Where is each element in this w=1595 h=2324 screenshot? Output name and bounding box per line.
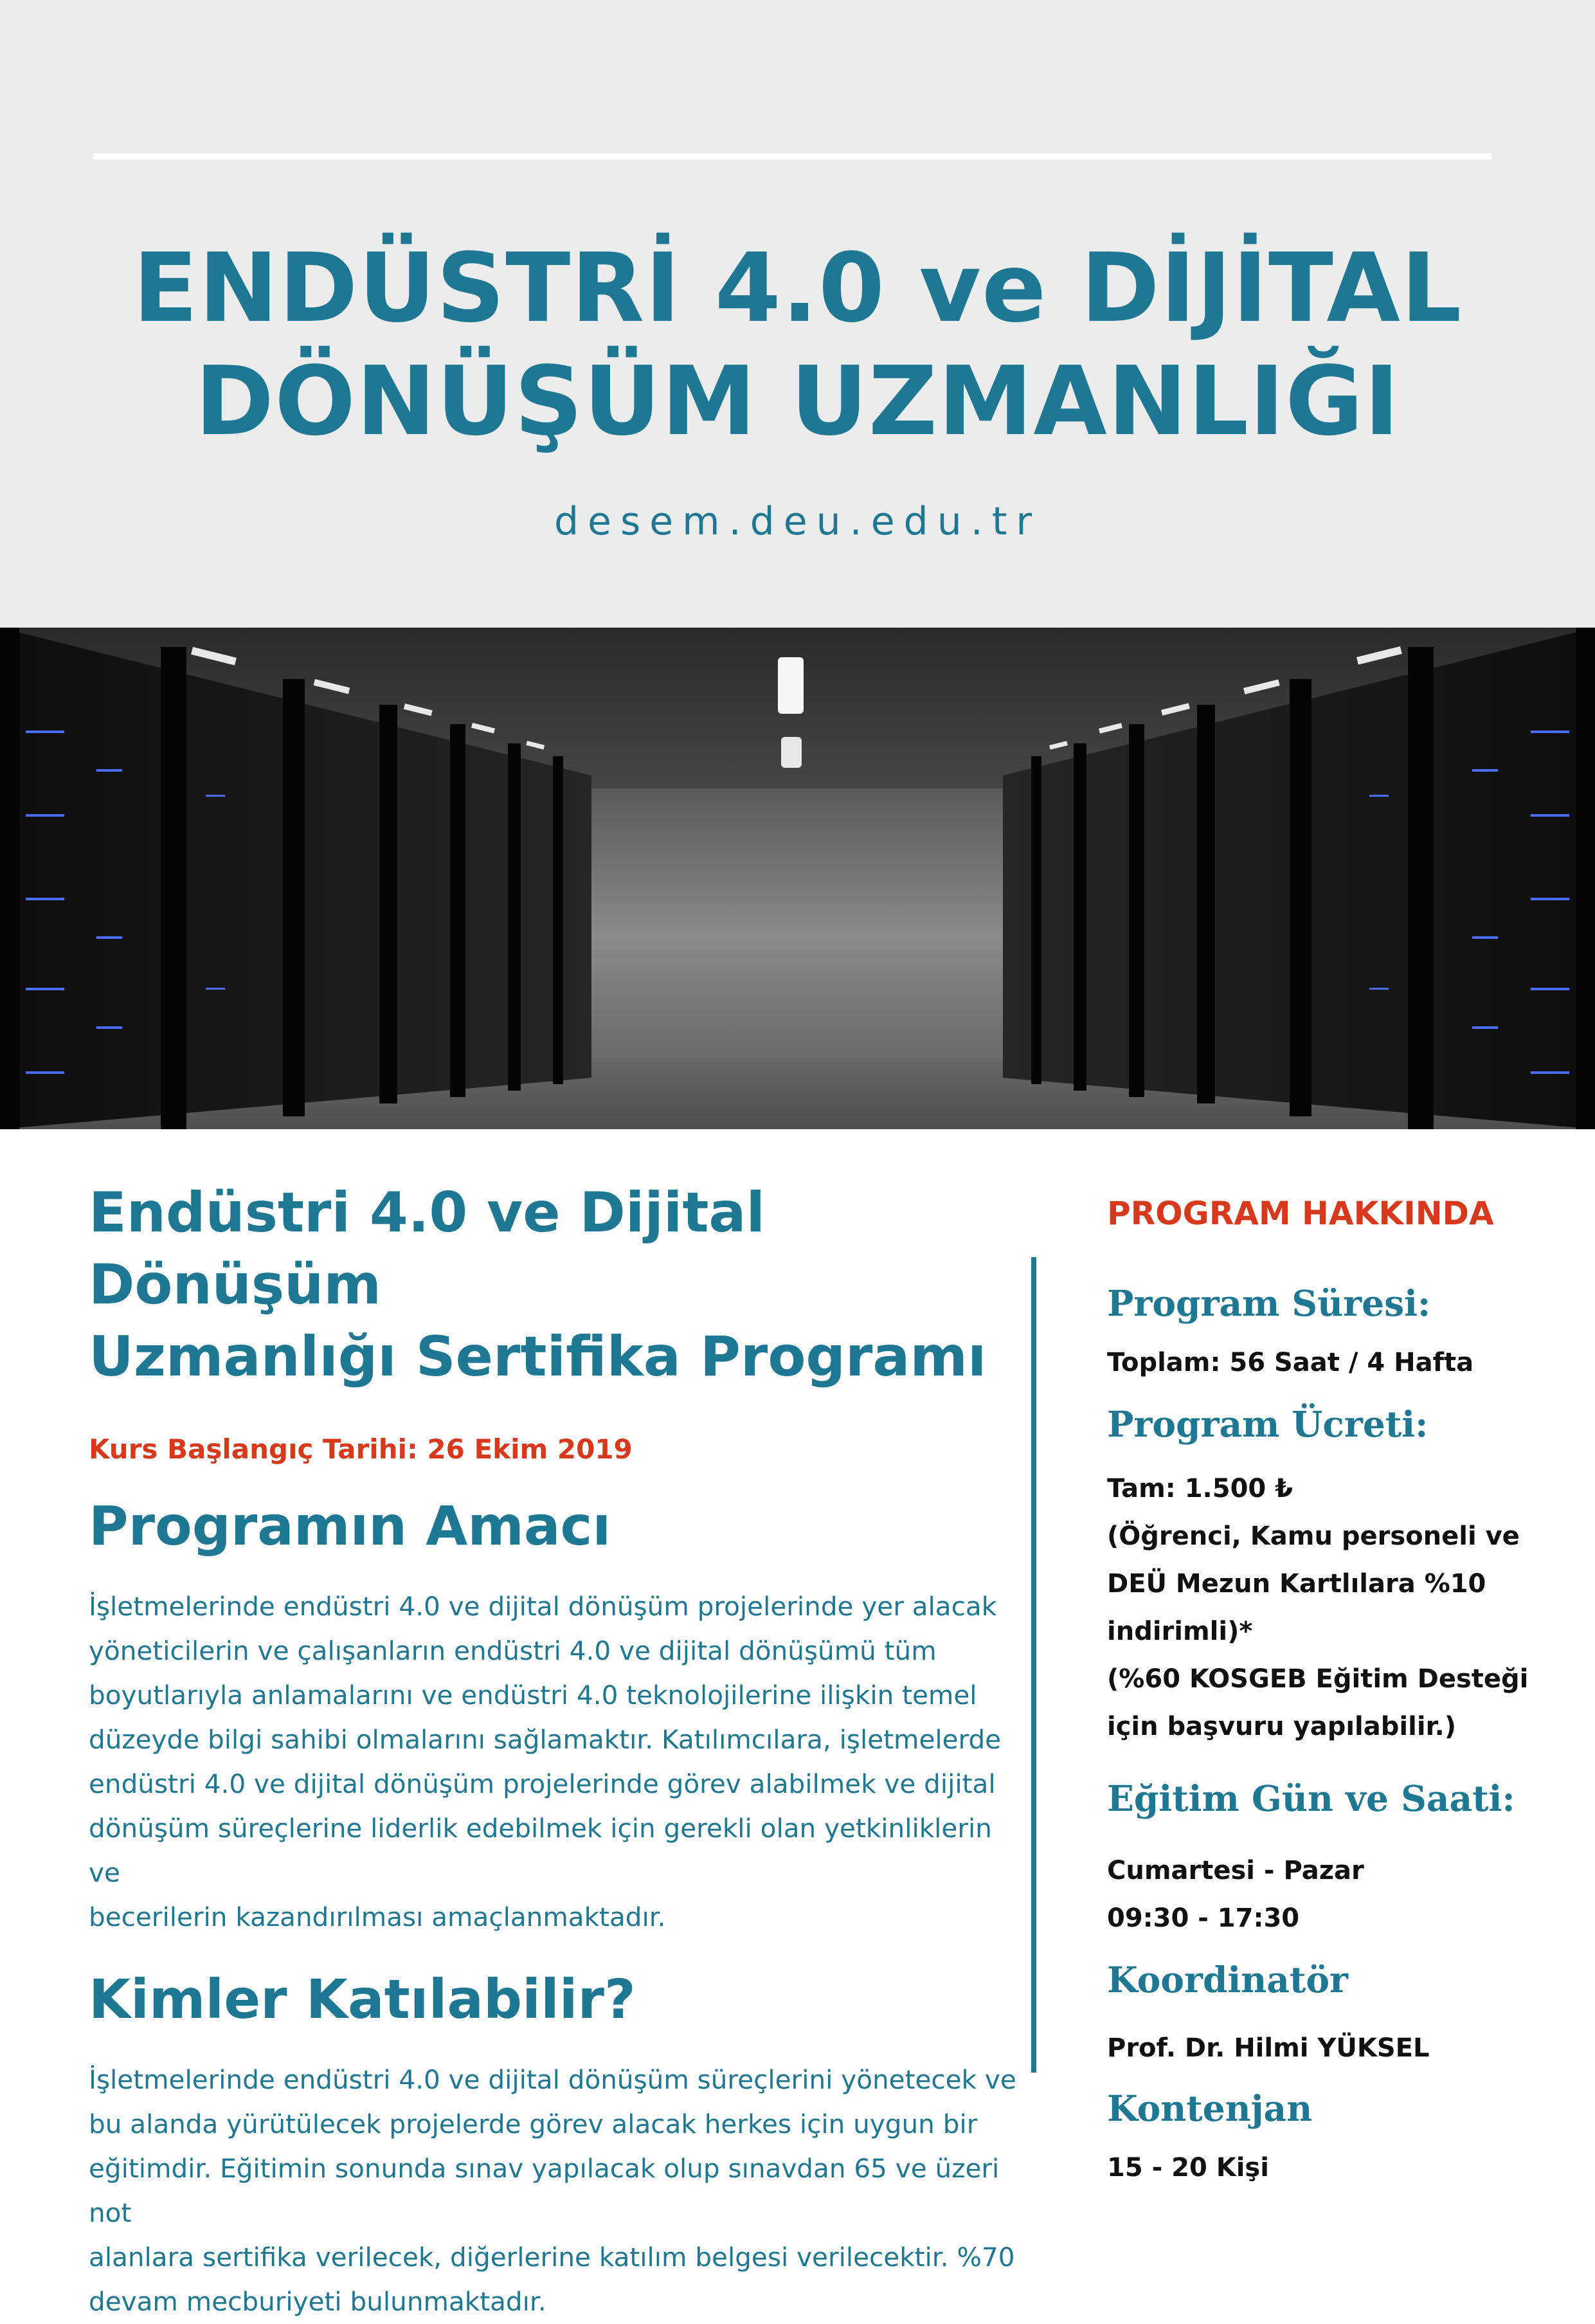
schedule-label: Eğitim Gün ve Saati: [1107,1777,1515,1819]
purpose-text [89,1584,1021,1939]
capacity-label: Kontenjan [1107,2087,1313,2129]
fee-label: Program Ücreti: [1107,1403,1428,1445]
capacity-value: 15 - 20 Kişi [1107,2153,1269,2183]
who-can-join-line: eğitimdir. Eğitimin sonunda sınav yapılacak olup sınavdan 65 ve üzeri not [89,2153,1000,2228]
main-title [0,231,1595,458]
schedule-hours: 09:30 - 17:30 [1107,1903,1300,1933]
purpose-line: endüstri 4.0 ve dijital dönüşüm projelerinde görev alabilmek ve dijital [89,1768,996,1799]
left-column [89,1177,1021,2324]
program-title-line1: Endüstri 4.0 ve Dijital Dönüşüm [89,1181,765,1317]
purpose-line: dönüşüm süreçlerine liderlik edebilmek için gerekli olan yetkinliklerin ve [89,1813,992,1888]
site-url: desem.deu.edu.tr [554,499,1041,544]
purpose-line: düzeyde bilgi sahibi olmalarını sağlamaktır. Katılımcılara, işletmelerde [89,1724,1002,1755]
header-band [0,0,1595,628]
column-divider [1031,1257,1036,2073]
purpose-line: İşletmelerinde endüstri 4.0 ve dijital dönüşüm projelerinde yer alacak [89,1591,997,1622]
coordinator-label: Koordinatör [1107,1959,1348,2001]
who-can-join-heading: Kimler Katılabilir? [89,1968,636,2031]
fee-line: (Öğrenci, Kamu personeli ve [1107,1521,1520,1551]
who-can-join-line: devam mecburiyeti bulunmaktadır. [89,2286,546,2317]
coordinator-value: Prof. Dr. Hilmi YÜKSEL [1107,2033,1430,2063]
schedule-days: Cumartesi - Pazar [1107,1856,1364,1885]
who-can-join-text [89,2058,1021,2324]
fee-line: (%60 KOSGEB Eğitim Desteği [1107,1664,1529,1694]
main-title-line1: ENDÜSTRİ 4.0 ve DİJİTAL [132,233,1463,343]
fee-line: DEÜ Mezun Kartlılara %10 [1107,1569,1486,1599]
main-title-line2: DÖNÜŞÜM UZMANLIĞI [195,346,1400,457]
program-title [89,1177,1021,1393]
who-can-join-line: İşletmelerinde endüstri 4.0 ve dijital dönüşüm süreçlerini yönetecek ve [89,2064,1016,2095]
purpose-heading: Programın Amacı [89,1494,611,1557]
fee-value [1107,1465,1557,1750]
program-title-line2: Uzmanlığı Sertifika Programı [89,1325,987,1389]
fee-line: için başvuru yapılabilir.) [1107,1712,1457,1741]
purpose-line: boyutlarıyla anlamalarını ve endüstri 4.0 teknolojilerine ilişkin temel [89,1680,977,1711]
fee-line: indirimli)* [1107,1617,1253,1646]
duration-label: Program Süresi: [1107,1282,1431,1324]
who-can-join-line: alanlara sertifika verilecek, diğerlerine katılım belgesi verilecektir. %70 [89,2242,1015,2273]
server-room-photo [0,628,1595,1129]
who-can-join-line: bu alanda yürütülecek projelerde görev alacak herkes için uygun bir [89,2109,978,2139]
duration-value: Toplam: 56 Saat / 4 Hafta [1107,1348,1474,1377]
fee-line: Tam: 1.500 ₺ [1107,1474,1293,1503]
program-about-heading: PROGRAM HAKKINDA [1107,1195,1494,1232]
purpose-line: becerilerin kazandırılması amaçlanmaktadır. [89,1902,666,1932]
course-start-date: Kurs Başlangıç Tarihi: 26 Ekim 2019 [89,1433,633,1465]
schedule-value [1107,1847,1557,1942]
program-info-sidebar [1107,1191,1557,2192]
purpose-line: yöneticilerin ve çalışanların endüstri 4.0 ve dijital dönüşümü tüm [89,1635,937,1666]
top-rule [93,153,1491,159]
